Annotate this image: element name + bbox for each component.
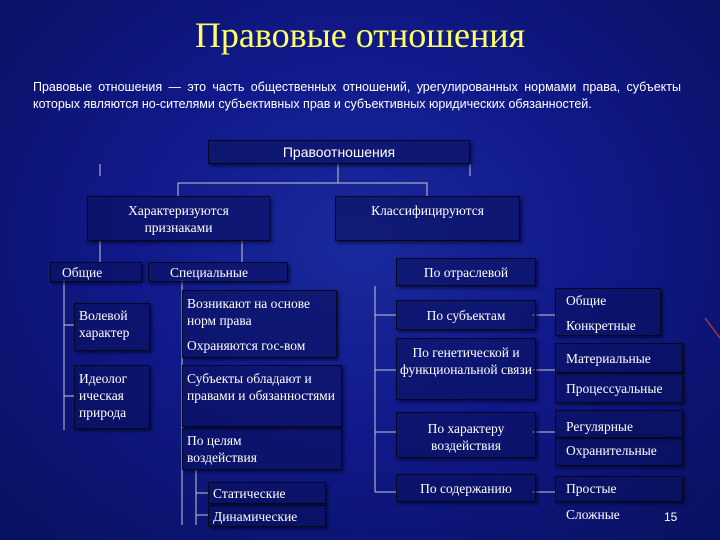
type-simple: Простые	[566, 481, 617, 496]
slide-number: 15	[664, 510, 678, 524]
classified-label: Классифицируются	[371, 203, 484, 218]
decor-red-line	[705, 318, 720, 338]
static-label: Статические	[213, 486, 286, 501]
root-label: Правоотношения	[282, 144, 396, 160]
definition-dash: —	[162, 80, 188, 94]
slide-title: Правовые отношения	[194, 15, 526, 55]
connector-root-right	[338, 183, 427, 196]
general-item-1: Волевой характер	[79, 308, 130, 340]
criterion-4: По характеру воздействия	[427, 421, 505, 453]
definition-term: Правовые отношения	[33, 80, 163, 94]
definition-text: это часть общественных отношений, урегулированных нормами права, субъекты которых являются но-сителями субъективных прав и субъективных юридических обязанностей.	[33, 80, 681, 111]
type-general: Общие	[566, 293, 607, 308]
special-item-3: Субъекты обладают и правами и обязанностями	[187, 371, 335, 403]
special-item-1: Возникают на основе норм права	[187, 296, 310, 328]
characterized-label: Характеризуются признаками	[128, 203, 229, 235]
criterion-5: По содержанию	[420, 481, 512, 496]
special-label: Специальные	[170, 265, 248, 280]
connector-root-left	[178, 164, 338, 196]
special-item-4: По целям воздействия	[187, 433, 257, 465]
dynamic-label: Динамические	[213, 509, 298, 524]
type-regular: Регулярные	[566, 419, 633, 434]
general-label: Общие	[62, 265, 103, 280]
type-complex: Сложные	[566, 507, 620, 522]
criterion-2: По субъектам	[426, 308, 506, 323]
special-item-2: Охраняются гос-вом	[187, 338, 306, 353]
type-procedural: Процессуальные	[566, 381, 663, 396]
type-protective: Охранительные	[566, 443, 657, 458]
general-item-2: Идеолог ическая природа	[79, 371, 128, 420]
type-material: Материальные	[566, 351, 651, 366]
type-concrete: Конкретные	[566, 318, 636, 333]
criterion-1: По отраслевой	[423, 265, 509, 280]
criterion-3: По генетической и функциональной связи	[400, 345, 532, 377]
